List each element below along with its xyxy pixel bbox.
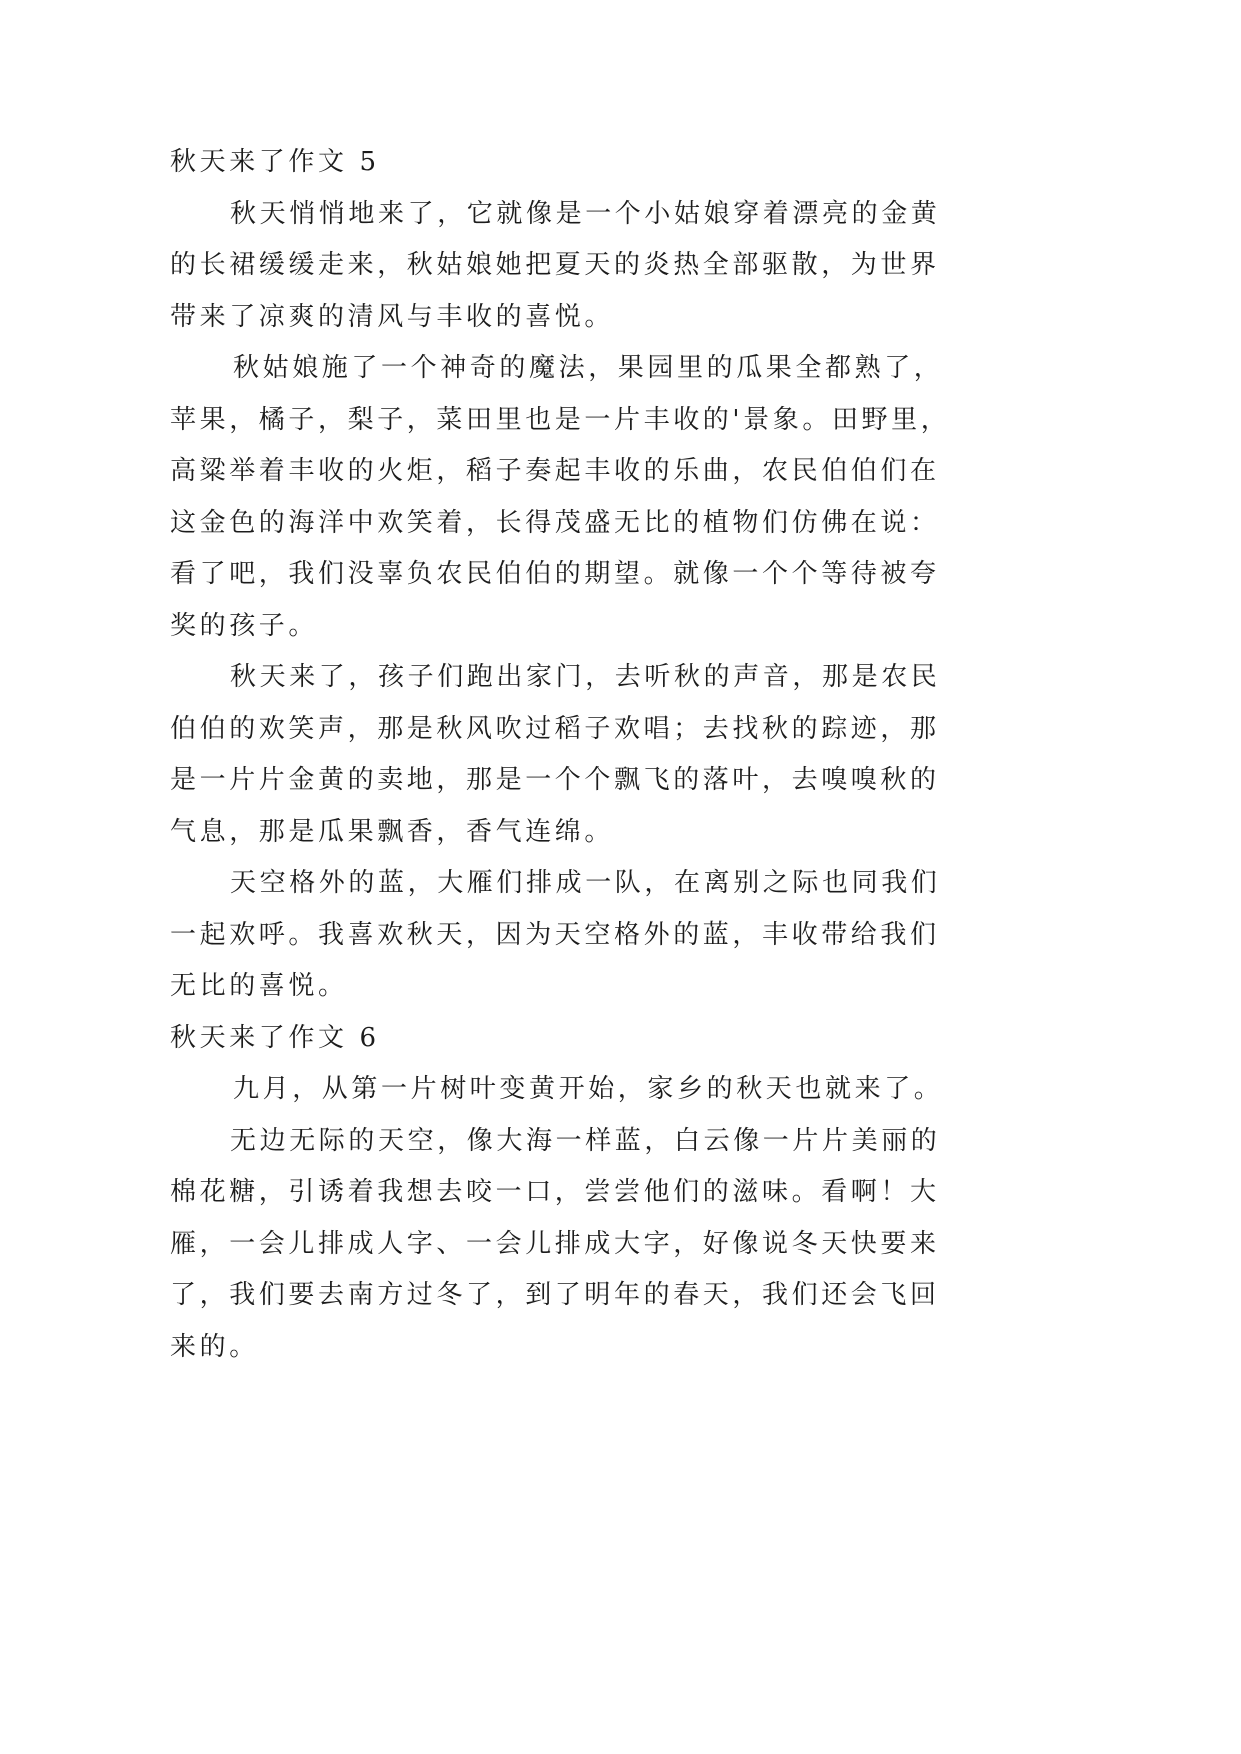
paragraph-line: 棉花糖，引诱着我想去咬一口，尝尝他们的滋味。看啊！大: [170, 1177, 940, 1207]
essay-title: 秋天来了作文 6: [170, 1022, 380, 1053]
paragraph-line: 高粱举着丰收的火炬，稻子奏起丰收的乐曲，农民伯伯们在: [170, 456, 940, 486]
paragraph-line: 是一片片金黄的卖地，那是一个个飘飞的落叶，去嗅嗅秋的: [170, 765, 940, 795]
paragraph: [170, 189, 1000, 344]
paragraph-line: 苹果，橘子，梨子，菜田里也是一片丰收的'景象。田野里，: [170, 404, 951, 435]
paragraph-line: 无比的喜悦。: [170, 971, 348, 1001]
document-body: [170, 137, 1000, 1373]
paragraph: [170, 1064, 1000, 1116]
paragraph-line: 无边无际的天空，像大海一样蓝，白云像一片片美丽的: [230, 1125, 941, 1156]
paragraph-line: 九月，从第一片树叶变黄开始，家乡的秋天也就来了。: [233, 1074, 944, 1104]
paragraph-line: 带来了凉爽的清风与丰收的喜悦。: [170, 301, 615, 332]
paragraph-line: 秋天悄悄地来了，它就像是一个小姑娘穿着漂亮的金黄: [230, 198, 941, 229]
paragraph-line: 来的。: [170, 1331, 259, 1362]
paragraph: [170, 652, 1000, 858]
paragraph: [170, 1116, 1000, 1374]
paragraph-line: 奖的孩子。: [170, 610, 319, 641]
paragraph: [170, 343, 1000, 652]
paragraph-line: 天空格外的蓝，大雁们排成一队，在离别之际也同我们: [230, 868, 941, 898]
essay-title: 秋天来了作文 5: [170, 147, 380, 177]
paragraph: [170, 858, 1000, 1013]
essay-section: [170, 1013, 1000, 1374]
paragraph-line: 了，我们要去南方过冬了，到了明年的春天，我们还会飞回: [170, 1280, 940, 1310]
paragraph-line: 伯伯的欢笑声，那是秋风吹过稻子欢唱；去找秋的踪迹，那: [170, 713, 940, 744]
paragraph-line: 雁，一会儿排成人字、一会儿排成大字，好像说冬天快要来: [170, 1228, 940, 1259]
paragraph-line: 秋姑娘施了一个神奇的魔法，果园里的瓜果全都熟了，: [233, 353, 944, 383]
paragraph-line: 这金色的海洋中欢笑着，长得茂盛无比的植物们仿佛在说：: [170, 507, 940, 538]
paragraph-line: 秋天来了，孩子们跑出家门，去听秋的声音，那是农民: [230, 662, 941, 692]
paragraph-line: 看了吧，我们没辜负农民伯伯的期望。就像一个个等待被夸: [170, 559, 940, 589]
paragraph-line: 一起欢呼。我喜欢秋天，因为天空格外的蓝，丰收带给我们: [170, 919, 940, 950]
paragraph-line: 气息，那是瓜果飘香，香气连绵。: [170, 816, 615, 847]
essay-section: [170, 137, 1000, 1013]
paragraph-line: 的长裙缓缓走来，秋姑娘她把夏天的炎热全部驱散，为世界: [170, 250, 940, 280]
